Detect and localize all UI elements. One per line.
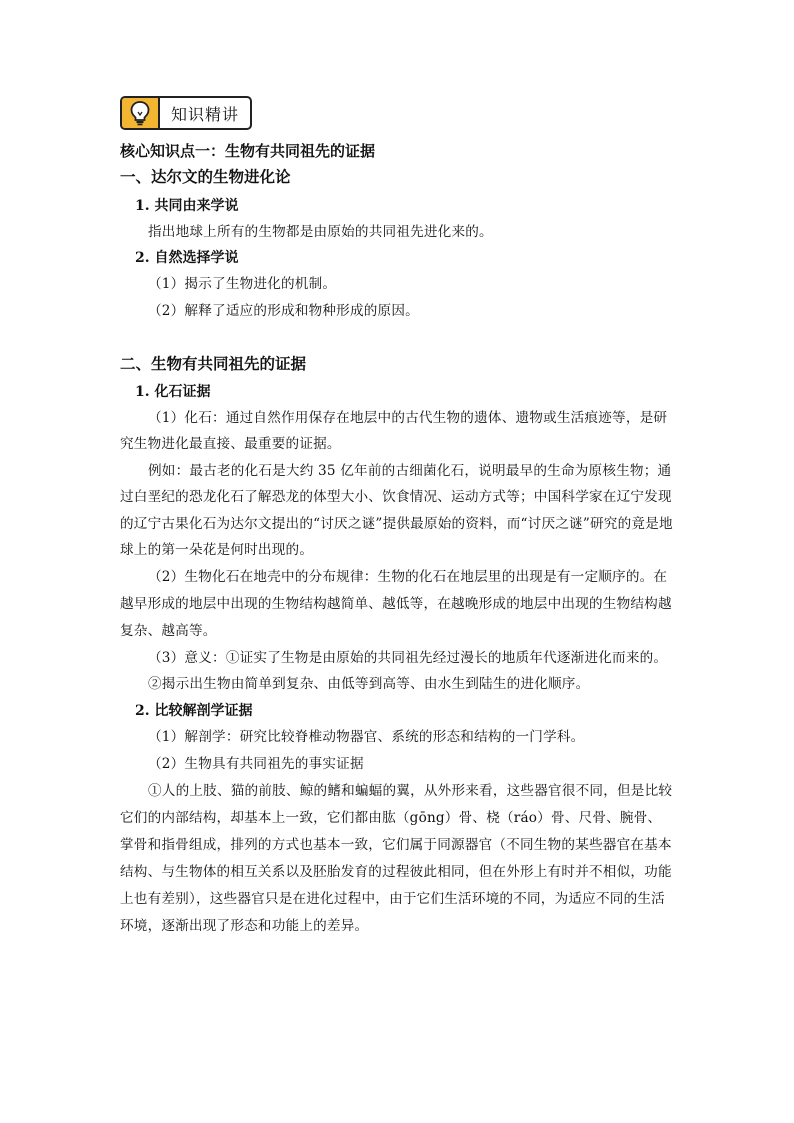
paragraph-line: 的辽宁古果化石为达尔文提出的“讨厌之谜”提供最原始的资料，而“讨厌之谜”研究的竟是地	[120, 516, 673, 532]
section1-sub2-heading: 2. 自然选择学说	[135, 250, 239, 266]
paragraph-line: （1）化石：通过自然作用保存在地层中的古代生物的遗体、遗物或生活痕迹等，是研	[148, 410, 668, 426]
paragraph-line: 上也有差别），这些器官只是在进化过程中，由于它们生活环境的不同，为适应不同的生活	[120, 891, 665, 907]
badge-label: 知识精讲	[170, 104, 239, 124]
section2-sub1-heading: 1. 化石证据	[135, 384, 211, 400]
paragraph-line: ①人的上肢、猫的前肢、鲸的鳍和蝙蝠的翼，从外形来看，这些器官很不同，但是比较	[148, 783, 673, 799]
section1-sub1-text: 指出地球上所有的生物都是由原始的共同祖先进化来的。	[148, 224, 493, 240]
section2-sub2-heading: 2. 比较解剖学证据	[135, 703, 253, 719]
paragraph-line: 究生物进化最直接、最重要的证据。	[120, 436, 341, 452]
paragraph-line: （2）生物化石在地壳中的分布规律：生物的化石在地层里的出现是有一定顺序的。在	[148, 569, 668, 585]
paragraph-line: ②揭示出生物由简单到复杂、由低等到高等、由水生到陆生的进化顺序。	[148, 676, 590, 692]
section2-heading: 二、生物有共同祖先的证据	[120, 354, 307, 373]
paragraph-line: 它们的内部结构，却基本上一致，它们都由肱（gōng）骨、桡（ráo）骨、尺骨、腕骨、	[120, 810, 662, 826]
paragraph-line: 例如：最古老的化石是大约 35 亿年前的古细菌化石，说明最早的生命为原核生物；通	[148, 463, 672, 479]
paragraph-line: （2）生物具有共同祖先的事实证据	[148, 756, 364, 772]
paragraph-line: 过白垩纪的恐龙化石了解恐龙的体型大小、饮食情况、运动方式等；中国科学家在辽宁发现	[120, 489, 672, 505]
paragraph-line: 环境，逐渐出现了形态和功能上的差异。	[120, 918, 369, 934]
page-title: 核心知识点一：生物有共同祖先的证据	[120, 142, 376, 160]
section1-sub2-item: （1）揭示了生物进化的机制。	[148, 276, 337, 292]
paragraph-line: 结构、与生物体的相互关系以及胚胎发育的过程彼此相同，但在外形上有时并不相似，功能	[120, 864, 672, 880]
paragraph-line: （3）意义：①证实了生物是由原始的共同祖先经过漫长的地质年代逐渐进化而来的。	[148, 650, 668, 666]
knowledge-badge	[120, 96, 252, 130]
paragraph-line: 复杂、越高等。	[120, 623, 217, 639]
paragraph-line: 越早形成的地层中出现的生物结构越简单、越低等，在越晚形成的地层中出现的生物结构越	[120, 596, 672, 612]
lightbulb-icon	[122, 98, 160, 128]
paragraph-line: （1）解剖学：研究比较脊椎动物器官、系统的形态和结构的一门学科。	[148, 729, 585, 745]
paragraph-line: 掌骨和指骨组成，排列的方式也基本一致，它们属于同源器官（不同生物的某些器官在基本	[120, 837, 672, 853]
section1-heading: 一、达尔文的生物进化论	[120, 167, 291, 186]
section1-sub2-item: （2）解释了适应的形成和物种形成的原因。	[148, 303, 419, 319]
paragraph-line: 球上的第一朵花是何时出现的。	[120, 542, 314, 558]
section1-sub1-heading: 1. 共同由来学说	[135, 198, 239, 214]
